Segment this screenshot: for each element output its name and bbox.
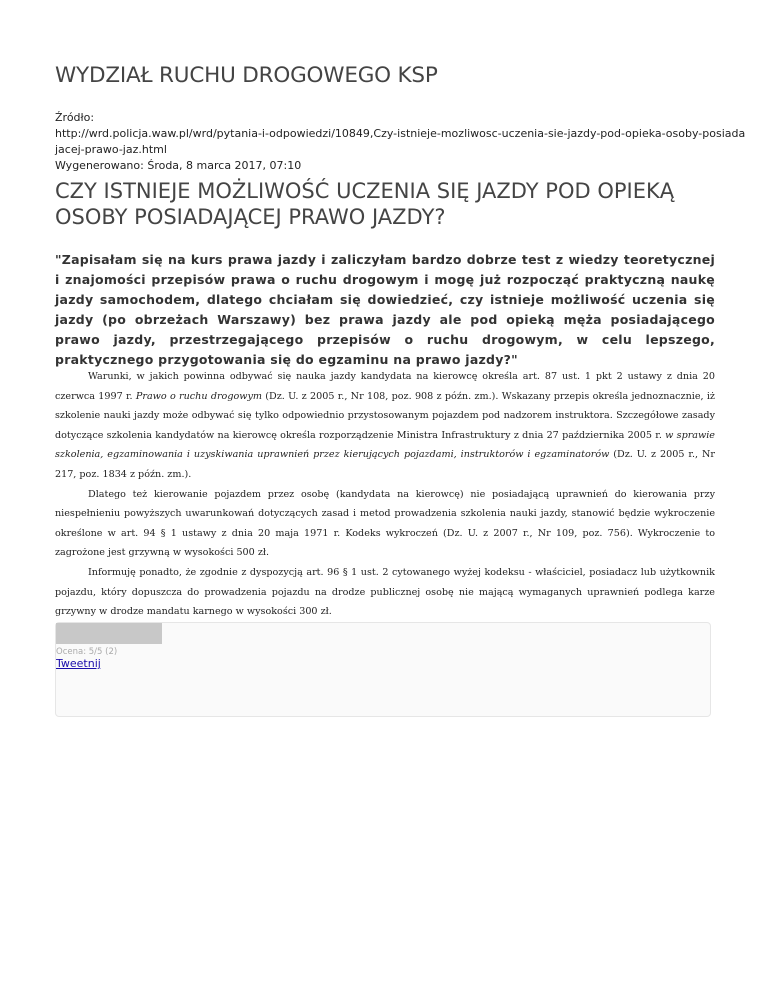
site-title: WYDZIAŁ RUCHU DROGOWEGO KSP <box>55 63 438 88</box>
tweet-link[interactable]: Tweetnij <box>56 657 101 670</box>
paragraph-1 <box>55 367 715 485</box>
p1-text-c: (Dz. U. z 2005 r., Nr 108, poz. 908 z późn. zm.). Wskazany przepis określa jednoznacznie, iż szkolenie nauki jazdy może odbywać się tylko odpowiednio przystosowanym pojazdem pod nadzorem instruktora. Szczegółowe zasady dotyczące szkolenia kandydatów na kierowcę określa rozporządzenie Ministra Infrastruktury z dnia 27 października 2005 r. <box>55 390 715 441</box>
article-title: CZY ISTNIEJE MOŻLIWOŚĆ UCZENIA SIĘ JAZDY POD OPIEKĄ OSOBY POSIADAJĄCEJ PRAWO JAZDY? <box>55 179 675 229</box>
p1-text-e: (Dz. U. z 2005 r., Nr 217, poz. 1834 z późn. zm.). <box>55 449 715 480</box>
source-url-line-1: http://wrd.policja.waw.pl/wrd/pytania-i-odpowiedzi/10849,Czy-istnieje-mozliwosc-uczenia-sie-jazdy-pod-opieka-osoby-posiada <box>55 127 746 140</box>
question-text: "Zapisałam się na kurs prawa jazdy i zaliczyłam bardzo dobrze test z wiedzy teoretycznej i znajomości przepisów prawa o ruchu drogowym i mogę już rozpocząć praktyczną naukę jazdy samochodem, dlatego chciałam się dowiedzieć, czy istnieje możliwość uczenia się jazdy (po obrzeżach Warszawy) bez prawa jazdy ale pod opieką męża posiadającego prawo jazdy, przestrzegającego przepisów o ruchu drogowym, w celu lepszego, praktycznego przygotowania się do egzaminu na prawo jazdy?" <box>55 252 715 367</box>
rating-stars-bar[interactable] <box>56 623 162 644</box>
regulation-title-italic: w sprawie szkolenia, egzaminowania i uzyskiwania uprawnień przez kierujących pojazdami, instruktorów i egzaminatorów <box>55 429 715 461</box>
source-label: Źródło: <box>55 111 95 124</box>
rating-share-box <box>55 622 711 717</box>
generated-date: Wygenerowano: Środa, 8 marca 2017, 07:10 <box>55 159 302 172</box>
source-url-line-2: jacej-prawo-jaz.html <box>55 143 167 156</box>
paragraph-2: Dlatego też kierowanie pojazdem przez osobę (kandydata na kierowcę) nie posiadającą uprawnień do kierowania przy niespełnieniu powyższych uwarunkowań dotyczących zasad i metod prowadzenia szkolenia nauki jazdy, stanowić będzie wykroczenie określone w art. 94 § 1 ustawy z dnia 20 maja 1971 r. Kodeks wykroczeń (Dz. U. z 2007 r., Nr 109, poz. 756). Wykroczenie to zagrożone jest grzywną w wysokości 500 zł. <box>55 488 715 559</box>
paragraph-3: Informuję ponadto, że zgodnie z dyspozycją art. 96 § 1 ust. 2 cytowanego wyżej kodeksu - właściciel, posiadacz lub użytkownik pojazdu, który dopuszcza do prowadzenia pojazdu na drodze publicznej osobę nie mającą wymaganych uprawnień podlega karze grzywny w drodze mandatu karnego w wysokości 300 zł. <box>55 566 715 618</box>
article-body <box>55 367 715 622</box>
rating-text: Ocena: 5/5 (2) <box>56 647 118 657</box>
law-title-italic: Prawo o ruchu drogowym <box>135 390 262 402</box>
source-meta <box>55 110 746 174</box>
p1-text-a: Warunki, w jakich powinna odbywać się nauka jazdy kandydata na kierowcę określa art. 87 ust. 1 pkt 2 ustawy z dnia 20 czerwca 1997 r. <box>55 371 715 402</box>
